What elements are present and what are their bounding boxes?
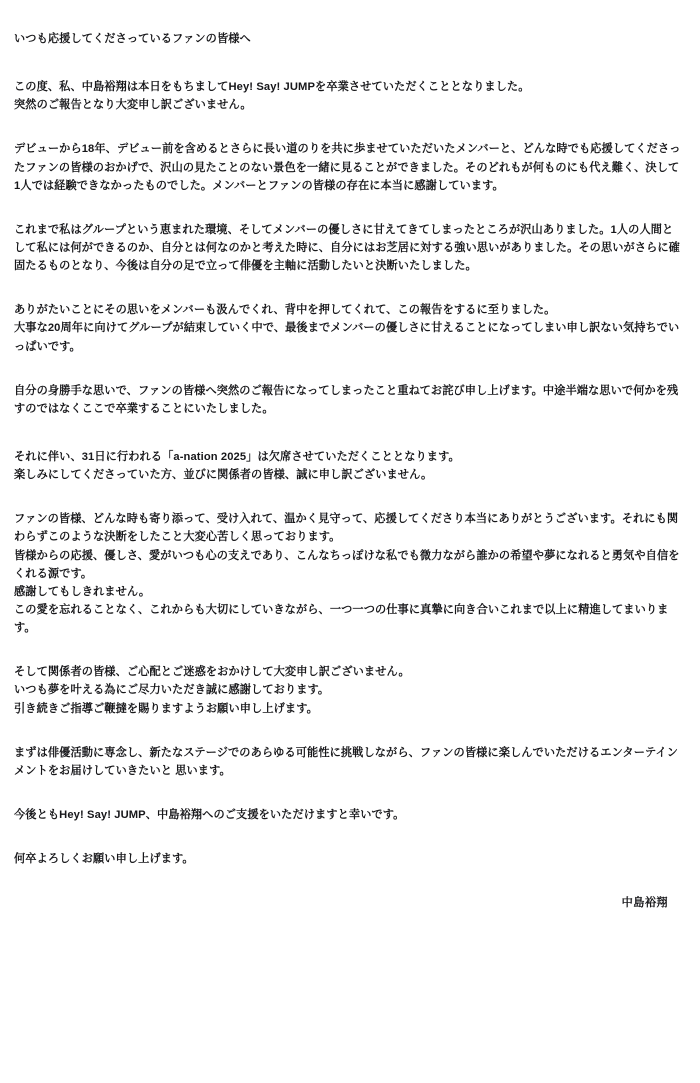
letter-paragraph: 楽しみにしてくださっていた方、並びに関係者の皆様、誠に申し訳ございません。	[14, 469, 433, 482]
letter-paragraph: 突然のご報告となり大変申し訳ございません。	[14, 99, 252, 112]
letter-paragraph: そして関係者の皆様、ご心配とご迷惑をおかけして大変申し訳ございません。	[14, 666, 410, 679]
letter-salutation: いつも応援してくださっているファンの皆様へ	[14, 33, 251, 45]
letter-paragraph: 今後ともHey! Say! JUMP、中島裕翔へのご支援をいただけますと幸いです。	[14, 808, 405, 821]
letter-paragraph: 引き続きご指導ご鞭撻を賜りますようお願い申し上げます。	[14, 702, 318, 715]
letter-closing: 何卒よろしくお願い申し上げます。	[14, 853, 194, 866]
letter-paragraph: それに伴い、31日に行われる「a-nation 2025」は欠席させていただくこととなります。	[14, 450, 460, 463]
letter-body	[14, 30, 682, 912]
letter-signature: 中島裕翔	[621, 897, 668, 910]
letter-paragraph: この度、私、中島裕翔は本日をもちましてHey! Say! JUMPを卒業させていただくこととなりました。	[14, 81, 530, 94]
letter-paragraph: いつも夢を叶える為にご尽力いただき誠に感謝しております。	[14, 684, 330, 697]
letter-paragraph: この愛を忘れることなく、これからも大切にしていきながら、一つ一つの仕事に真摯に向き合いこれまで以上に精進してまいります。	[14, 603, 669, 635]
letter-paragraph: デビューから18年、デビュー前を含めるとさらに長い道のりを共に歩ませていただいたメンバーと、どんな時でも応援してくださったファンの皆様のおかげで、沢山の見たことのない景色を一緒に見ることができました。そのどれもが何ものにも代え難く、決して1人では経験できなかったものでした。メンバーとファンの皆様の存在に本当に感謝しています。	[14, 143, 681, 192]
letter-paragraph: 皆様からの応援、優しさ、愛がいつも心の支えであり、こんなちっぽけな私でも微力ながら誰かの希望や夢になれると勇気や自信をくれる源です。	[14, 549, 680, 580]
letter-paragraph: 自分の身勝手な思いで、ファンの皆様へ突然のご報告になってしまったこと重ねてお詫び申し上げます。中途半端な思いで何かを残すのではなくここで卒業することにいたしました。	[14, 384, 679, 415]
letter-paragraph: まずは俳優活動に専念し、新たなステージでのあらゆる可能性に挑戦しながら、ファンの皆様に楽しんでいただけるエンターテインメントをお届けしていきたいと 思います。	[14, 746, 679, 777]
letter-paragraph: 大事な20周年に向けてグループが結束していく中で、最後までメンバーの優しさに甘えることになってしまい申し訳ない気持ちでいっぱいです。	[14, 322, 680, 353]
letter-paragraph: これまで私はグループという恵まれた環境、そしてメンバーの優しさに甘えてきてしまったところが沢山ありました。1人の人間として私には何ができるのか、自分とは何なのかと考えた時に、自分にはお芝居に対する強い思いがありました。その思いがさらに確固たるものとなり、今後は自分の足で立って俳優を主軸に活動したいと決断いたしました。	[14, 223, 680, 273]
letter-paragraph: ありがたいことにその思いをメンバーも汲んでくれ、背中を押してくれて、この報告をするに至りました。	[14, 304, 556, 317]
letter-paragraph: ファンの皆様、どんな時も寄り添って、受け入れて、温かく見守って、応援してくださり本当にありがとうございます。それにも関わらずこのような決断をしたこと大変心苦しく思っております。	[14, 513, 679, 544]
letter-paragraph: 感謝してもしきれません。	[14, 585, 151, 598]
